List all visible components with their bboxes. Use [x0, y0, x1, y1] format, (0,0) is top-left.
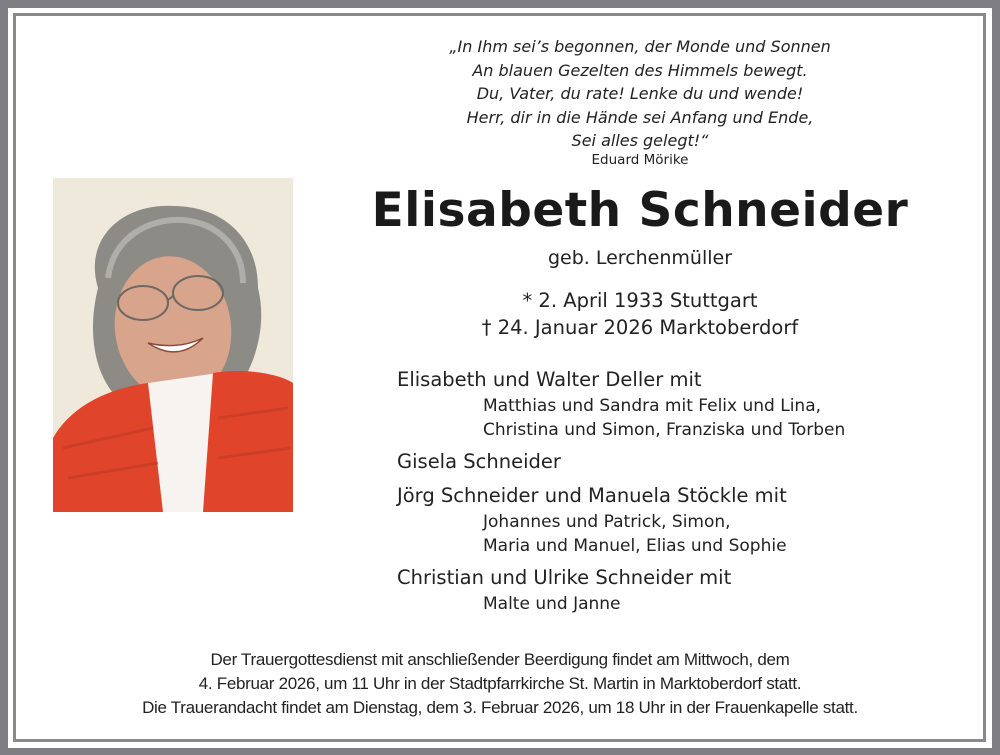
family-member-line: Matthias und Sandra mit Felix und Lina, — [483, 396, 822, 416]
funeral-notice — [30, 648, 970, 720]
poem-quote — [390, 35, 890, 153]
family-member-line: Maria und Manuel, Elias und Sophie — [483, 536, 787, 556]
notice-line: 4. Februar 2026, um 11 Uhr in der Stadtpfarrkirche St. Martin in Marktoberdorf statt. — [198, 674, 802, 693]
family-group — [397, 366, 977, 442]
maiden-name: geb. Lerchenmüller — [547, 247, 733, 269]
mourners-list — [397, 366, 977, 622]
portrait-illustration-icon — [53, 178, 293, 512]
family-head: Elisabeth und Walter Deller mit — [397, 368, 702, 391]
quote-line: Sei alles gelegt!“ — [571, 131, 709, 150]
family-group — [397, 564, 977, 616]
family-group — [397, 482, 977, 558]
quote-author: Eduard Mörike — [591, 152, 689, 168]
death-date: † 24. Januar 2026 Marktoberdorf — [481, 316, 799, 339]
portrait-photo — [53, 178, 293, 512]
birth-date: * 2. April 1933 Stuttgart — [522, 289, 758, 312]
family-member-line: Johannes und Patrick, Simon, — [483, 512, 731, 532]
family-group — [397, 448, 977, 476]
notice-line: Die Trauerandacht findet am Dienstag, dem 3. Februar 2026, um 18 Uhr in der Frauenkapelle statt. — [142, 698, 858, 717]
notice-line: Der Trauergottesdienst mit anschließender Beerdigung findet am Mittwoch, dem — [210, 650, 790, 669]
family-member-line: Malte und Janne — [483, 594, 621, 614]
family-head: Jörg Schneider und Manuela Stöckle mit — [397, 484, 787, 507]
family-head: Gisela Schneider — [397, 450, 561, 473]
quote-line: Du, Vater, du rate! Lenke du und wende! — [476, 84, 804, 103]
quote-line: Herr, dir in die Hände sei Anfang und Ende, — [466, 107, 814, 127]
quote-line: An blauen Gezelten des Himmels bewegt. — [472, 60, 808, 80]
life-dates — [400, 287, 880, 341]
family-head: Christian und Ulrike Schneider mit — [397, 566, 732, 589]
deceased-name: Elisabeth Schneider — [371, 183, 909, 238]
quote-line: „In Ihm sei’s begonnen, der Monde und Sonnen — [449, 37, 831, 56]
family-member-line: Christina und Simon, Franziska und Torben — [483, 420, 846, 440]
